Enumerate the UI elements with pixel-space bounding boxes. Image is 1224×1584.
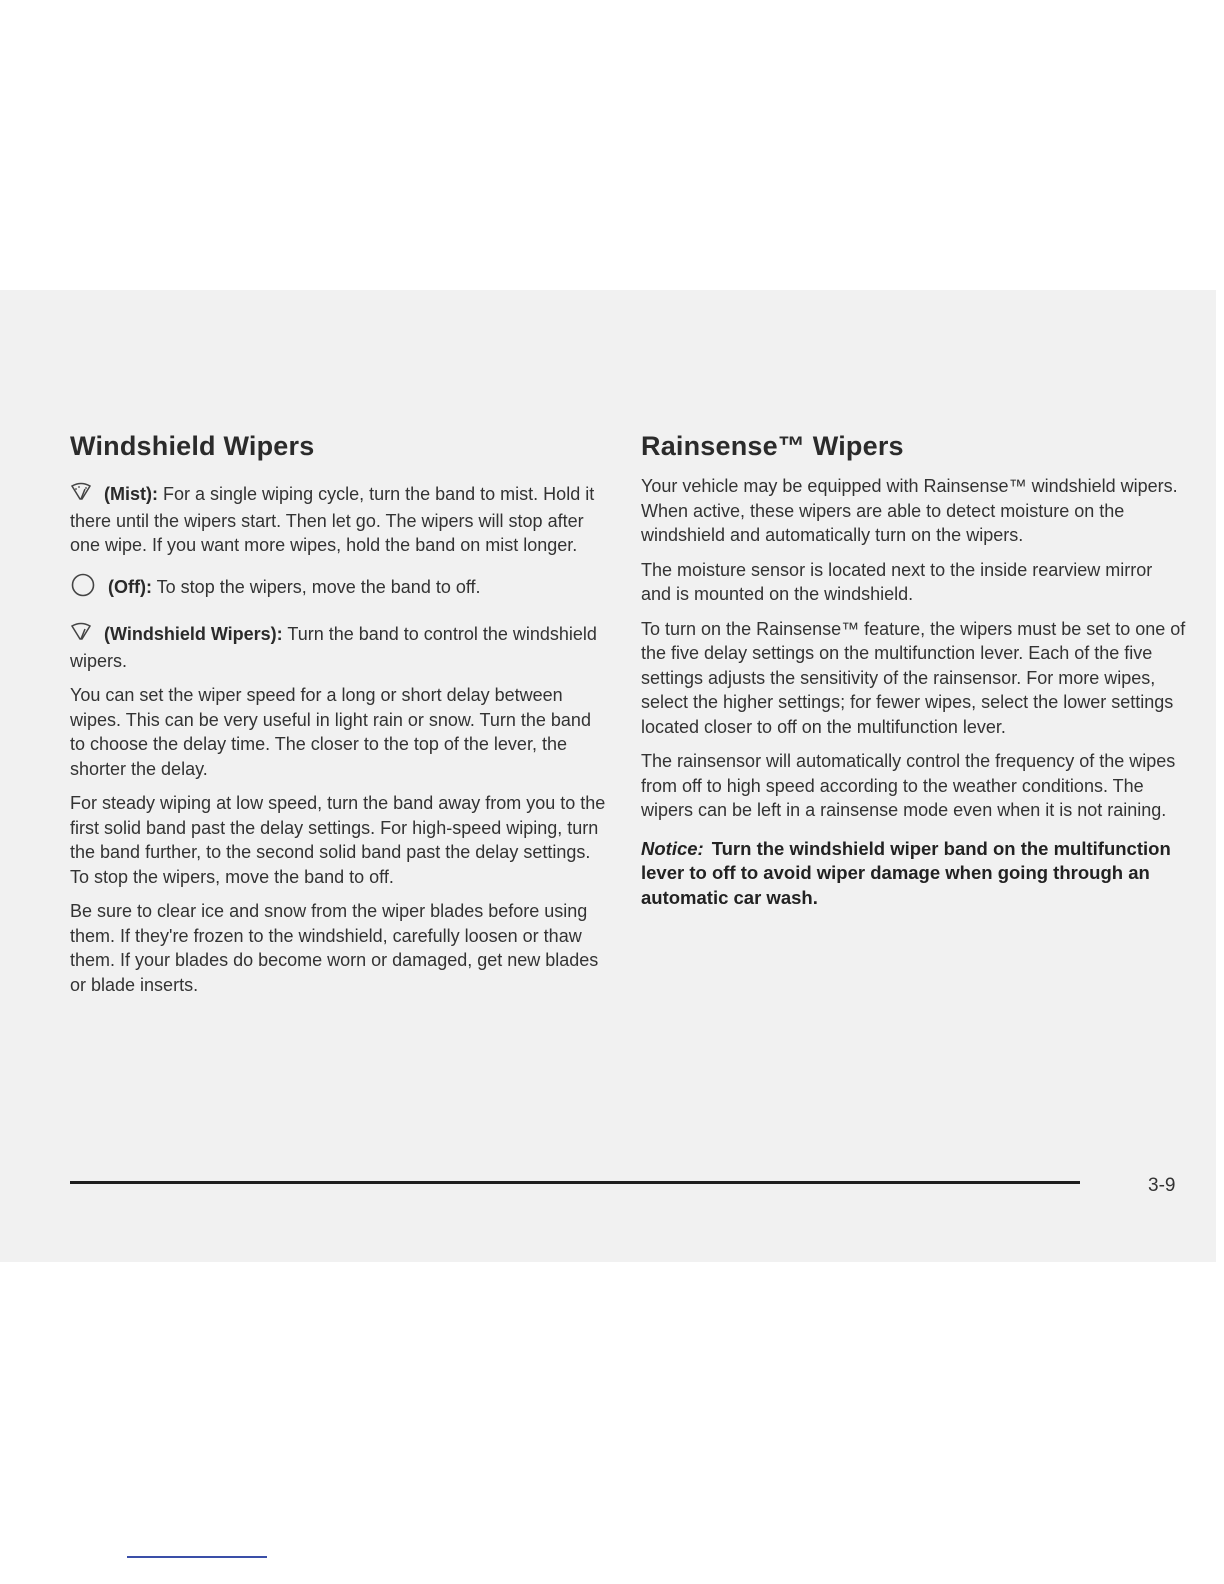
rainsense-wipers-heading: Rainsense™ Wipers: [641, 431, 904, 461]
notice-paragraph: [641, 837, 1186, 911]
rainsense-wipers-section: [641, 428, 1186, 920]
windshield-wiper-icon: [70, 622, 92, 649]
mist-paragraph: [70, 482, 610, 558]
footer-rule: [70, 1181, 1080, 1184]
off-text: To stop the wipers, move the band to off.: [156, 576, 481, 597]
turn-on-paragraph: To turn on the Rainsense™ feature, the wipers must be set to one of the five delay settings on the multifunction lever. Each of the five settings adjusts the sensitivity of the rainsensor. For more wipes, select the higher settings; for fewer wipes, select the lower settings located closer to off on the multifunction lever.: [641, 618, 1186, 737]
windshield-wipers-paragraph: [70, 622, 610, 673]
windshield-wipers-label: (Windshield Wipers):: [104, 624, 283, 644]
ice-snow-paragraph: Be sure to clear ice and snow from the wiper blades before using them. If they're frozen to the windshield, carefully loosen or thaw them. If your blades do become worn or damaged, get new blades or blade inserts.: [70, 901, 599, 995]
page-number: 3-9: [1148, 1175, 1176, 1196]
notice-text: Turn the windshield wiper band on the multifunction lever to off to avoid wiper damage when going through an automatic car wash.: [641, 837, 1171, 908]
off-circle-icon: [70, 572, 96, 605]
windshield-wipers-section: [70, 428, 610, 1007]
mist-wiper-icon: [70, 482, 92, 509]
off-paragraph: [70, 572, 610, 605]
mist-text: For a single wiping cycle, turn the band to mist. Hold it there until the wipers start. Then let go. The wipers will stop after one wipe. If you want more wipes, hold the band on mist longer.: [70, 484, 595, 555]
notice-label: Notice:: [641, 837, 704, 859]
windshield-wipers-heading: Windshield Wipers: [70, 431, 315, 461]
equipped-paragraph: Your vehicle may be equipped with Rainsense™ windshield wipers. When active, these wipers are able to detect moisture on the windshield and automatically turn on the wipers.: [641, 476, 1178, 545]
delay-paragraph: You can set the wiper speed for a long or short delay between wipes. This can be very useful in light rain or snow. Turn the band to choose the delay time. The closer to the top of the lever, the shorter the delay.: [70, 685, 591, 779]
mist-label: (Mist):: [104, 484, 158, 504]
off-label: (Off):: [108, 576, 152, 597]
frequency-paragraph: The rainsensor will automatically control the frequency of the wipes from off to high speed according to the weather conditions. The wipers can be left in a rainsense mode even when it is not raining.: [641, 751, 1176, 820]
steady-wiping-paragraph: For steady wiping at low speed, turn the band away from you to the first solid band past the delay settings. For high-speed wiping, turn the band further, to the second solid band past the delay settings. To stop the wipers, move the band to off.: [70, 793, 606, 887]
windshield-wipers-text: Turn the band to control the windshield wipers.: [70, 624, 597, 671]
bottom-divider: [127, 1556, 267, 1558]
sensor-location-paragraph: The moisture sensor is located next to the inside rearview mirror and is mounted on the windshield.: [641, 559, 1153, 604]
